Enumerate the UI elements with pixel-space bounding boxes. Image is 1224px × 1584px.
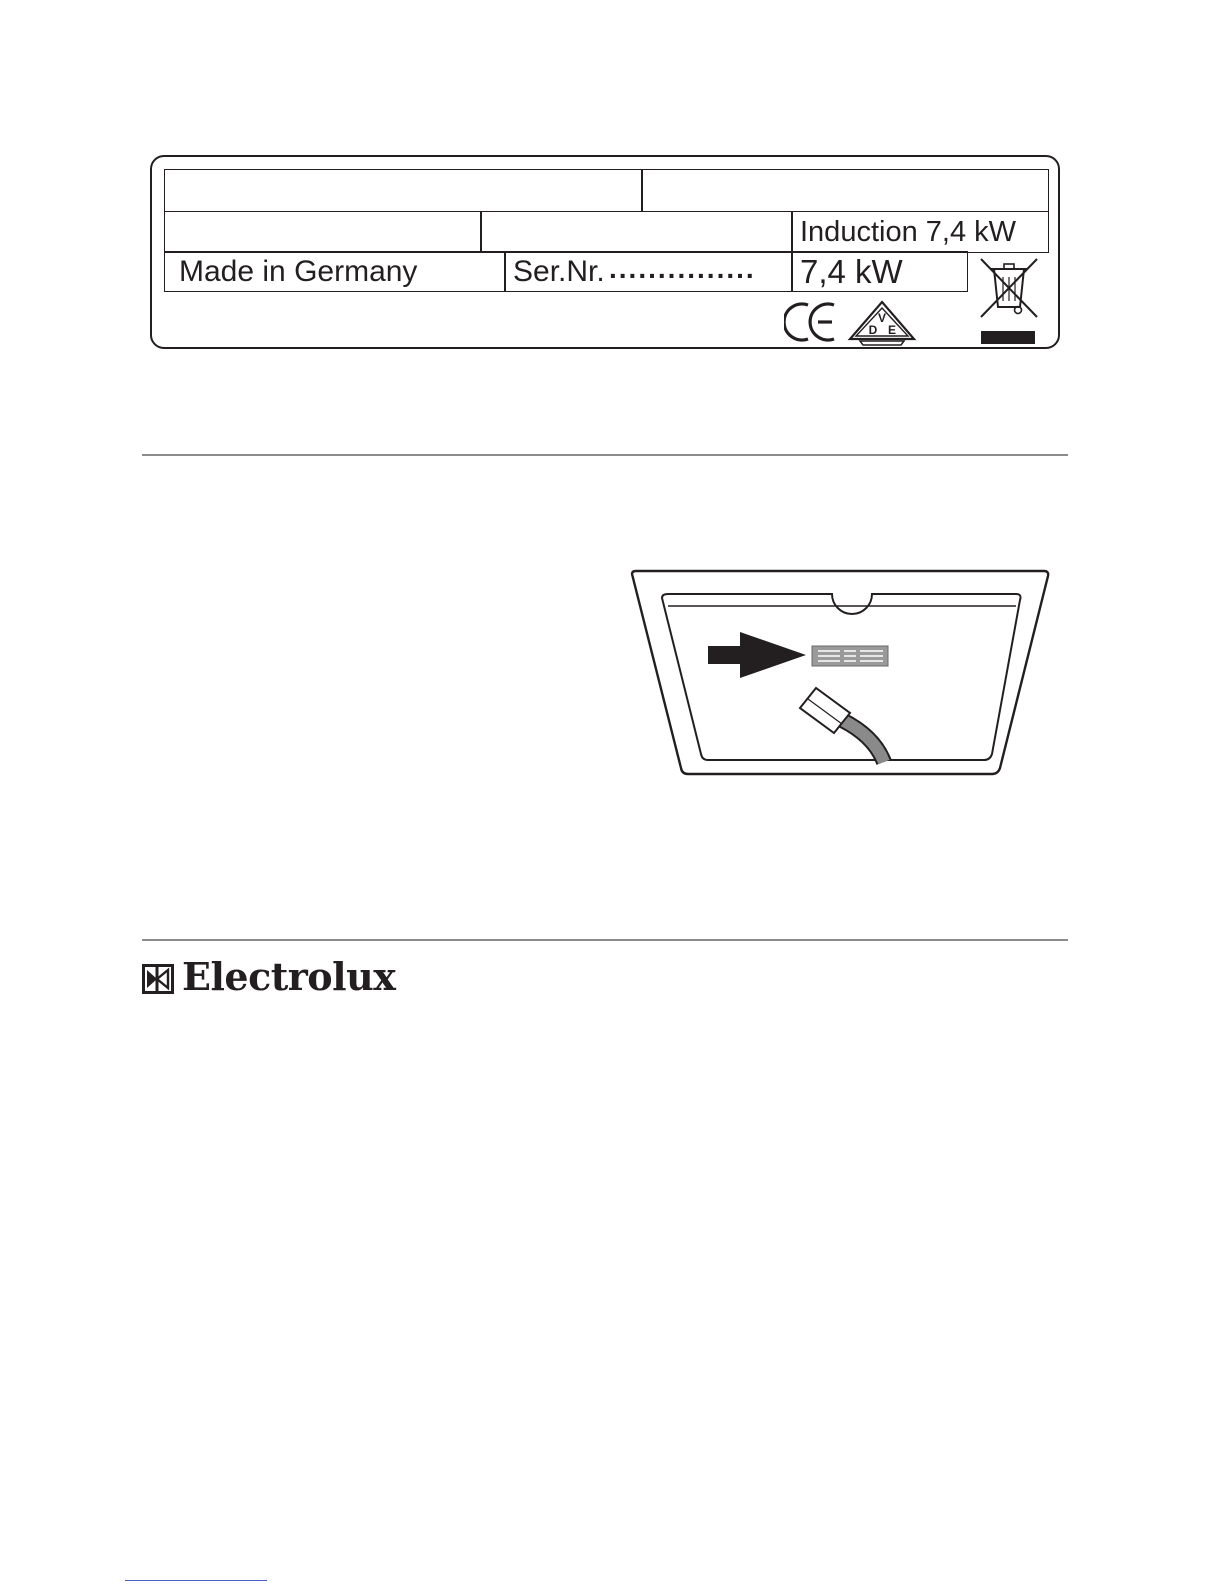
vde-letter-e: E <box>887 323 897 337</box>
plate-cell-type <box>164 211 482 253</box>
rating-plate-icon <box>812 646 888 666</box>
plate-cell-total-power <box>791 251 968 292</box>
electrolux-logo-icon <box>142 964 174 994</box>
brand-name: Electrolux <box>182 954 396 999</box>
plate-cell-voltage <box>480 211 793 253</box>
footer-link-underline <box>125 1580 267 1581</box>
hob-underside-illustration <box>628 568 1054 778</box>
plate-cell-model <box>164 169 643 212</box>
vde-letter-d: D <box>868 323 878 337</box>
serial-label: Ser.Nr. <box>513 255 605 288</box>
induction-power-text: Induction 7,4 kW <box>800 216 1016 248</box>
origin-text: Made in Germany <box>179 255 418 288</box>
plate-cell-serial <box>504 251 793 292</box>
rating-plate <box>150 155 1060 349</box>
plate-cell-origin <box>164 251 506 292</box>
total-power-text: 7,4 kW <box>800 253 903 290</box>
section-divider-top <box>142 454 1068 456</box>
section-divider-bottom <box>142 939 1068 941</box>
serial-placeholder: ............... <box>609 253 756 284</box>
vde-letter-v: V <box>877 311 887 325</box>
ce-mark-icon <box>784 299 840 345</box>
plate-cell-pnc <box>641 169 1049 212</box>
vde-mark-icon <box>846 299 918 347</box>
crossed-out-wheelie-bin-icon <box>978 255 1040 347</box>
plate-cell-induction <box>791 211 1049 253</box>
